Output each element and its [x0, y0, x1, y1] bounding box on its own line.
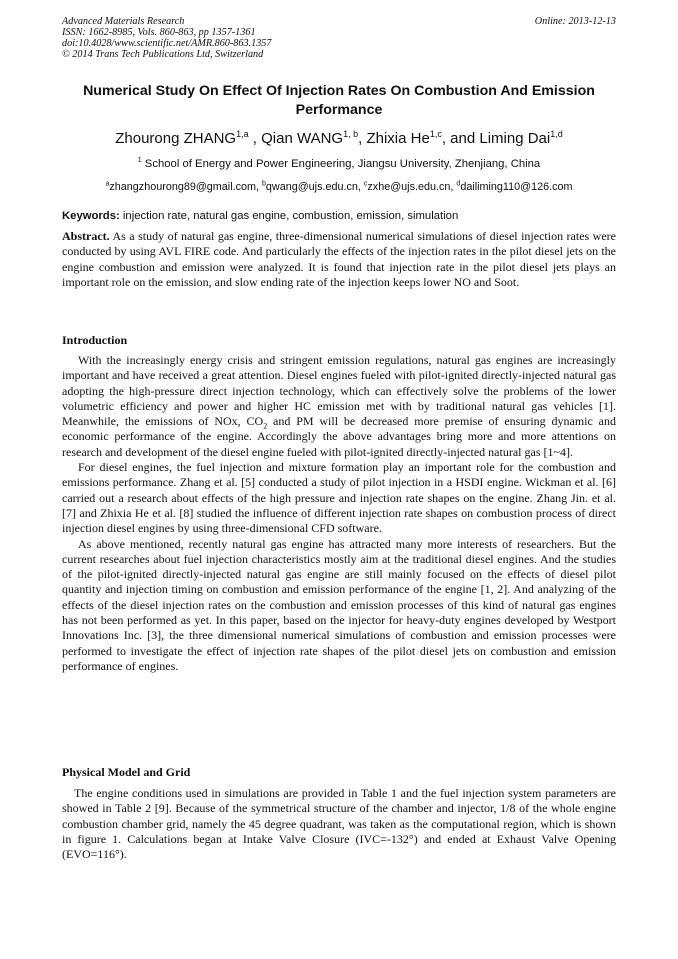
- email-address[interactable]: qwang@ujs.edu.cn: [265, 181, 358, 193]
- paragraph-text: and PM will be decreased more premise of ensuring dynamic and economic performance of the engine. Accordingly the above advantages bring more and more attentions on research and development of the diesel engine fueled with pilot-ignited directly-injected natural gas [1~4].: [62, 414, 616, 459]
- author-list: [62, 129, 616, 149]
- email-mark: d: [456, 180, 461, 188]
- physical-model-body: [62, 786, 616, 862]
- email-mark: c: [363, 180, 368, 188]
- abstract-text: As a study of natural gas engine, three-dimensional numerical simulations of diesel injection rates were conducted by using AVL FIRE code. And particularly the effects of the injection rates in the pilot diesel jets on the engine combustion and emission were analyzed. It is found that injection rate in the pilot diesel jets plays an important role on the emission, and slow ending rate of the injection keeps lower NO and Soot.: [62, 229, 616, 289]
- paragraph-text: With the increasingly energy crisis and stringent emission regulations, natural gas engines are increasingly important and have received a great attention. Diesel engines fueled with pilot-ignited directly-injected natural gas adopting the high-pressure direct injection technology, which can effectively solve the problems of the lower volumetric efficiency and power and higher HC emission met with by traditional natural gas vehicles [1]. Meanwhile, the emissions of NOx, CO: [62, 353, 616, 429]
- author-name: Qian WANG: [261, 130, 344, 147]
- section-heading-physical-model: Physical Model and Grid: [62, 765, 191, 779]
- introduction-body: [62, 353, 616, 674]
- author-separator: , and: [441, 130, 480, 147]
- email-mark: a: [105, 180, 110, 188]
- author-separator: ,: [248, 130, 262, 147]
- email-list: [62, 180, 616, 195]
- author-affiliation-mark: 1, b: [343, 129, 359, 139]
- affiliation: [62, 157, 616, 172]
- keywords: [62, 209, 616, 224]
- paragraph: For diesel engines, the fuel injection and mixture formation play an important role for the combustion and emissions performance. Zhang et al. [5] conducted a study of pilot injection in a HSDI engine. Wickman et al. [6] carried out a research about effects of the high pressure and injection rate shapes on the engine. Zhang Jin. et al. [7] and Zhixia He et al. [8] studied the influence of different injection rate shapes on combustion process of direct injection diesel engines by using three-dimensional CFD software.: [62, 460, 616, 536]
- paragraph: The engine conditions used in simulations are provided in Table 1 and the fuel injection system parameters are showed in Table 2 [9]. Because of the symmetrical structure of the chamber and injector, 1/8 of the whole engine combustion chamber grid, namely the 45 degree quadrant, was taken as the computational region, which is shown in figure 1. Calculations began at Intake Valve Closure (IVC=-132°) and ended at Exhaust Valve Opening (EVO=116°).: [62, 786, 616, 862]
- author-name: Zhixia He: [366, 130, 430, 147]
- abstract-label: Abstract.: [62, 229, 110, 243]
- paper-title: Numerical Study On Effect Of Injection Rates On Combustion And Emission Performance: [83, 83, 595, 118]
- email-separator: ,: [450, 181, 457, 193]
- author-separator: ,: [358, 130, 367, 147]
- copyright-line: © 2014 Trans Tech Publications Ltd, Switzerland: [62, 49, 264, 60]
- online-date: Online: 2013-12-13: [534, 16, 616, 27]
- section-heading-introduction: Introduction: [62, 333, 128, 347]
- issn-line: ISSN: 1662-8985, Vols. 860-863, pp 1357-1361: [62, 27, 256, 38]
- keywords-label: Keywords:: [62, 210, 120, 222]
- author-name: Liming Dai: [479, 130, 551, 147]
- email-address[interactable]: dailiming110@126.com: [460, 181, 573, 193]
- paragraph: [62, 353, 616, 460]
- email-address[interactable]: zhangzhourong89@gmail.com: [109, 181, 256, 193]
- author-name: Zhourong ZHANG: [115, 130, 237, 147]
- paragraph: As above mentioned, recently natural gas engine has attracted many more interests of researchers. But the current researches about fuel injection characteristics mostly aim at the traditional diesel engines. And the studies of the pilot-ignited directly-injected natural gas engine are still mainly focused on the effects of diesel pilot quantity and injection timing on combustion and emission performance of the engine [1, 2]. And analyzing of the effects of the diesel injection rates on the combustion and emission processes of this kind of natural gas engines has not been performed as yet. In this paper, based on the injector for heavy-duty engines developed by Westport Innovations Inc. [3], the three dimensional numerical simulations of combustion and emission processes were performed to investigate the effect of injection rate shapes of the pilot diesel jets on combustion and emission performance of engines.: [62, 536, 616, 673]
- email-separator: ,: [357, 181, 364, 193]
- subscript: 2: [263, 421, 268, 431]
- affiliation-mark: 1: [137, 157, 142, 165]
- author-affiliation-mark: 1,d: [550, 129, 563, 139]
- email-address[interactable]: zxhe@ujs.edu.cn: [367, 181, 451, 193]
- journal-name: Advanced Materials Research: [62, 16, 185, 27]
- affiliation-text: School of Energy and Power Engineering, Jiangsu University, Zhenjiang, China: [141, 158, 541, 170]
- author-affiliation-mark: 1,c: [429, 129, 442, 139]
- author-affiliation-mark: 1,a: [236, 129, 249, 139]
- email-mark: b: [262, 180, 266, 188]
- publication-header: [62, 16, 616, 60]
- keywords-text: injection rate, natural gas engine, combustion, emission, simulation: [119, 210, 459, 222]
- doi-line: doi:10.4028/www.scientific.net/AMR.860-863.1357: [62, 38, 272, 49]
- email-separator: ,: [256, 181, 262, 193]
- abstract: [62, 229, 616, 290]
